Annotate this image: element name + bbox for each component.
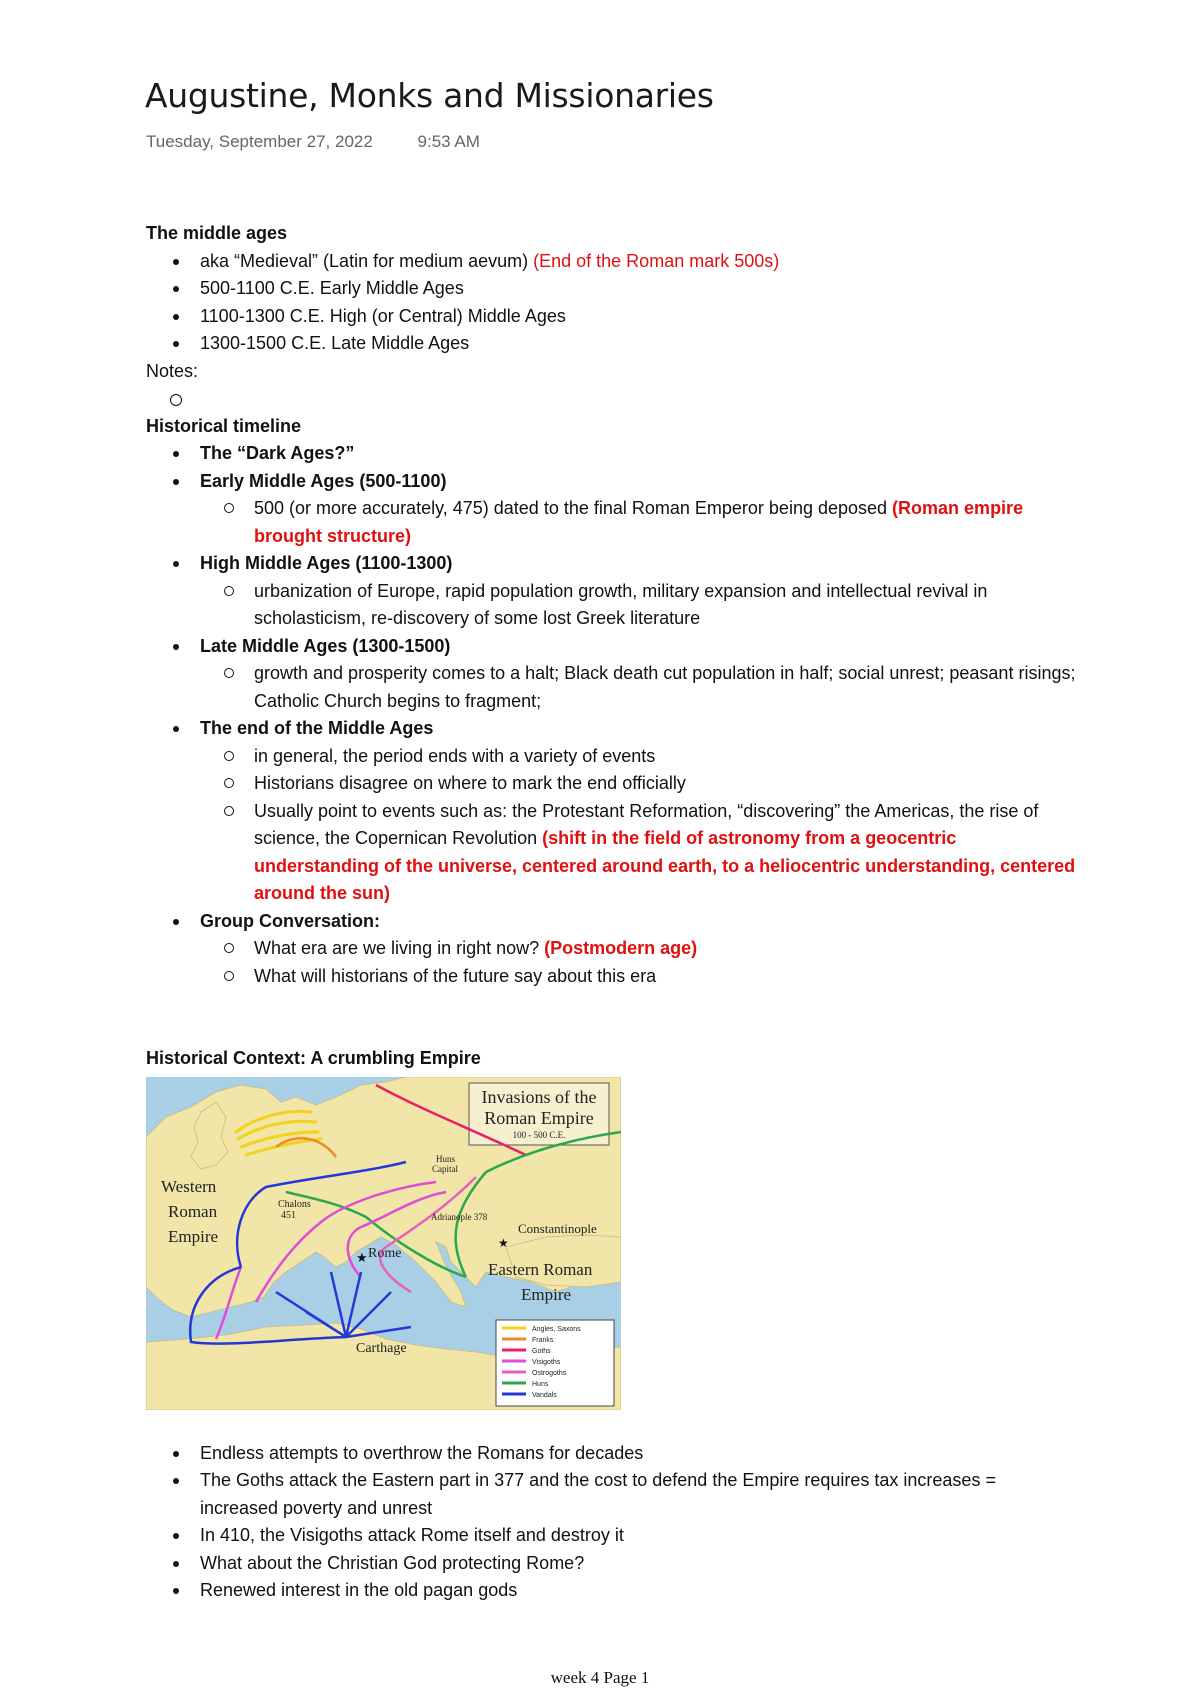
list-item: Renewed interest in the old pagan gods [146,1577,1076,1605]
list-item: 500 (or more accurately, 475) dated to the final Roman Emperor being deposed (Roman empire brought structure) [200,495,1076,550]
list-item: aka “Medieval” (Latin for medium aevum) (End of the Roman mark 500s) [146,248,1076,276]
list-item: growth and prosperity comes to a halt; Black death cut population in half; social unrest; peasant risings; Catholic Church begins to fragment; [200,660,1076,715]
notes-label: Notes: [146,360,199,381]
map-chalons-1: Chalons [278,1198,311,1210]
legend-label: Ostrogoths [532,1369,567,1377]
legend-label: Angles, Saxons [532,1325,581,1333]
invasions-map [146,1077,621,1410]
map-city-carthage: Carthage [356,1340,407,1356]
map-legend [496,1320,614,1406]
list-item: Late Middle Ages (1300-1500) growth and prosperity comes to a halt; Black death cut population in half; social unrest; peasant risings; Catholic Church begins to fragment; [146,633,1076,716]
red-note: (Postmodern age) [544,938,698,958]
list-item: In 410, the Visigoths attack Rome itself and destroy it [146,1522,1076,1550]
list-item: Endless attempts to overthrow the Romans for decades [146,1440,1076,1468]
context-list [146,1440,1076,1605]
legend-label: Goths [532,1347,551,1355]
list-item: in general, the period ends with a variety of events [200,743,1076,771]
list-item: The “Dark Ages?” [146,440,1076,468]
list-item: Historians disagree on where to mark the end officially [200,770,1076,798]
list-item: Early Middle Ages (500-1100) 500 (or more accurately, 475) dated to the final Roman Emperor being deposed (Roman empire brought structure) [146,468,1076,551]
list-item: The Goths attack the Eastern part in 377 and the cost to defend the Empire requires tax increases = increased poverty and unrest [146,1467,1076,1522]
legend-label: Vandals [532,1391,557,1399]
map-adrianople: Adrianople 378 [431,1211,488,1222]
list-item: What about the Christian God protecting Rome? [146,1550,1076,1578]
timeline-list [146,440,1076,990]
map-huns-capital-1: Huns [436,1153,456,1164]
page-meta [146,132,480,152]
red-note: (shift in the field of astronomy from a geocentric understanding of the universe, centered around earth, to a heliocentric understanding, centered around the sun) [254,828,1076,903]
map-rome-star: ★ [356,1249,368,1265]
legend-label: Huns [532,1380,549,1388]
map-western-2: Roman [168,1201,218,1221]
map-chalons-2: 451 [281,1209,296,1221]
map-western-3: Empire [168,1226,219,1246]
red-note: (Roman empire brought structure) [254,498,1024,546]
list-item: High Middle Ages (1100-1300) urbanization of Europe, rapid population growth, military expansion and intellectual revival in scholasticism, re-discovery of some lost Greek literature [146,550,1076,633]
timeline-heading: Historical timeline [146,415,302,436]
page-footer: week 4 Page 1 [550,1668,650,1687]
map-title-line2: Roman Empire [484,1107,594,1128]
list-item: urbanization of Europe, rapid population growth, military expansion and intellectual revival in scholasticism, re-discovery of some lost Greek literature [200,578,1076,633]
list-item: Usually point to events such as: the Protestant Reformation, “discovering” the Americas, the rise of science, the Copernican Revolution (shift in the field of astronomy from a geocentric understanding of the universe, centered around earth, to a heliocentric understanding, centered around the sun) [200,798,1076,908]
context-heading: Historical Context: A crumbling Empire [146,1048,481,1068]
list-item: 500-1100 C.E. Early Middle Ages [146,275,1076,303]
middle-ages-list [146,248,1076,358]
page-title: Augustine, Monks and Missionaries [145,76,714,115]
map-huns-capital-2: Capital [432,1163,458,1174]
map-western-1: Western [161,1176,217,1196]
map-city-constantinople: Constantinople [518,1220,597,1236]
map-eastern-2: Empire [521,1284,572,1304]
map-title-line1: Invasions of the [481,1086,597,1107]
empty-list-item[interactable] [146,385,1076,413]
list-item: 1100-1300 C.E. High (or Central) Middle Ages [146,303,1076,331]
map-city-rome: Rome [368,1245,402,1261]
list-item: What era are we living in right now? (Postmodern age) [200,935,1076,963]
legend-label: Visigoths [532,1358,561,1366]
legend-label: Franks [532,1336,554,1344]
page-time: 9:53 AM [417,132,480,151]
list-item: 1300-1500 C.E. Late Middle Ages [146,330,1076,358]
map-eastern-1: Eastern Roman [488,1259,593,1279]
list-item: The end of the Middle Ages in general, the period ends with a variety of events Historians disagree on where to mark the end officially Usually point to events such as: the Protestant Reformation, “discovering” the Americas, the rise of science, the Copernican Revolution (shift in the field of astronomy from a geocentric understanding of the universe, centered around earth, to a heliocentric understanding, centered around the sun) [146,715,1076,908]
note-content [146,220,1076,1605]
red-note: (End of the Roman mark 500s) [533,250,780,271]
map-constantinople-star: ★ [498,1235,509,1250]
map-dates: 100 - 500 C.E. [512,1129,566,1140]
page-date: Tuesday, September 27, 2022 [146,132,373,151]
list-item: Group Conversation: What era are we living in right now? (Postmodern age) What will historians of the future say about this era [146,908,1076,991]
middle-ages-heading: The middle ages [146,223,288,243]
list-item: What will historians of the future say about this era [200,963,1076,991]
